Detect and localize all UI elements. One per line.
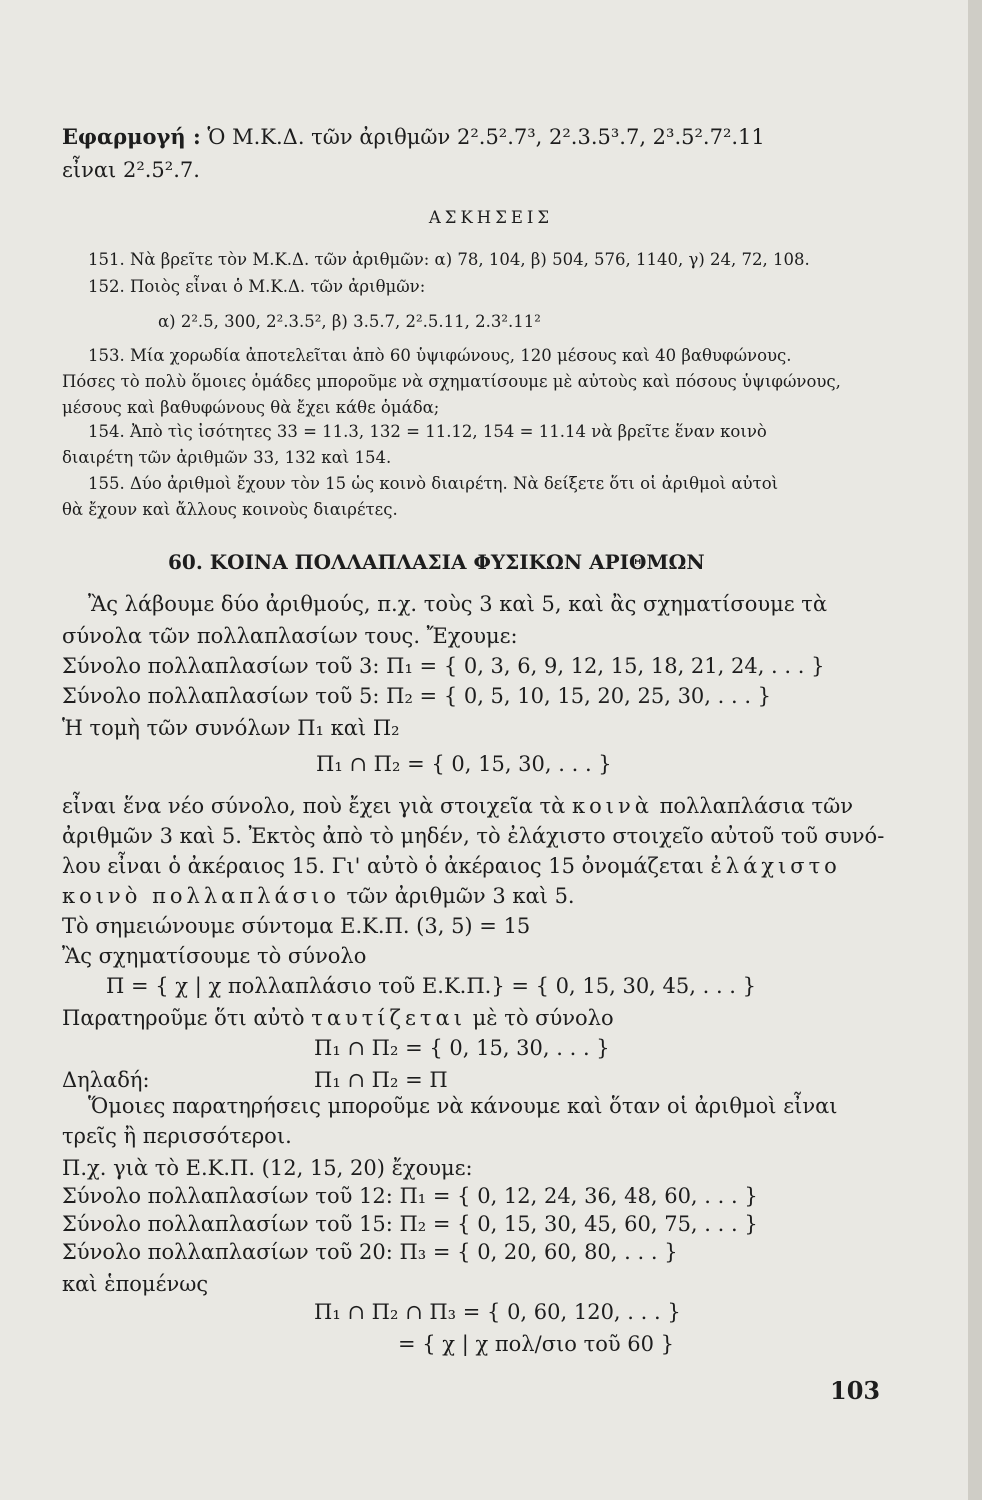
multiples-of-5: Σύνολο πολλαπλασίων τοῦ 5: Π₂ = { 0, 5, 10, 15, 20, 25, 30, . . . } [62, 684, 772, 708]
paragraph2-line2: ἀριθμῶν 3 καὶ 5. Ἐκτὸς ἀπὸ τὸ μηδέν, τὸ ἐλάχιστο στοιχεῖο αὐτοῦ τοῦ συνό- [62, 824, 885, 848]
paragraph2-text-c: πολλαπλάσια τῶν [652, 794, 854, 818]
exercise-155-line2: θὰ ἔχουν καὶ ἄλλους κοινοὺς διαιρέτες. [62, 500, 398, 519]
paragraph2-text-e: τῶν ἀριθμῶν 3 καὶ 5. [339, 884, 575, 908]
paragraph1-line2: σύνολα τῶν πολλαπλασίων τους. Ἔχουμε: [62, 624, 518, 648]
intersection-formula-2: Π₁ ∩ Π₂ = { 0, 15, 30, . . . } [314, 1036, 610, 1060]
section-title: 60. ΚΟΙΝΑ ΠΟΛΛΑΠΛΑΣΙΑ ΦΥΣΙΚΩΝ ΑΡΙΘΜΩΝ [168, 550, 705, 574]
paragraph3-line2: τρεῖς ἢ περισσότεροι. [62, 1124, 292, 1148]
application-line [62, 124, 765, 149]
coincides-term: ταυτίζεται [311, 1006, 466, 1030]
application-result: εἶναι 2².5².7. [62, 158, 200, 182]
exercises-heading: ΑΣΚΗΣΕΙΣ [428, 208, 554, 227]
set-P-formula: Π = { χ | χ πολλαπλάσιο τοῦ Ε.Κ.Π.} = { 0, 15, 30, 45, . . . } [106, 974, 757, 998]
observe-line [62, 1006, 614, 1030]
paragraph2-line1 [62, 794, 853, 818]
exercise-153-line1: 153. Μία χορωδία ἀποτελεῖται ἀπὸ 60 ὑψιφώνους, 120 μέσους καὶ 40 βαθυφώνους. [88, 346, 792, 365]
paragraph3-line1: Ὅμοιες παρατηρήσεις μποροῦμε νὰ κάνουμε καὶ ὅταν οἱ ἀριθμοὶ εἶναι [88, 1094, 838, 1118]
observe-text-a: Παρατηροῦμε ὅτι αὐτὸ [62, 1006, 312, 1030]
multiples-of-12: Σύνολο πολλαπλασίων τοῦ 12: Π₁ = { 0, 12, 24, 36, 48, 60, . . . } [62, 1184, 758, 1208]
observe-text-c: μὲ τὸ σύνολο [465, 1006, 614, 1030]
exercise-153-line2: Πόσες τὸ πολὺ ὅμοιες ὁμάδες μποροῦμε νὰ σχηματίσουμε μὲ αὐτοὺς καὶ πόσους ὑψιφώνους, [62, 372, 841, 391]
final-set: = { χ | χ πολ/σιο τοῦ 60 } [398, 1332, 675, 1356]
page-number: 103 [830, 1376, 881, 1405]
form-set-intro: Ἂς σχηματίσουμε τὸ σύνολο [62, 944, 367, 968]
paragraph2-line4 [62, 884, 575, 908]
paragraph2-text-d: λου εἶναι ὁ ἀκέραιος 15. Γι' αὐτὸ ὁ ἀκέραιος 15 ὀνομάζεται [62, 854, 711, 878]
exercise-152: 152. Ποιὸς εἶναι ὁ Μ.Κ.Δ. τῶν ἀριθμῶν: [88, 277, 426, 296]
exercise-154-line1: 154. Ἀπὸ τὶς ἰσότητες 33 = 11.3, 132 = 11.12, 154 = 11.14 νὰ βρεῖτε ἕναν κοινὸ [88, 422, 767, 441]
paragraph2-text-a: εἶναι ἕνα νέο σύνολο, ποὺ ἔχει γιὰ στοιχεῖα τὰ [62, 794, 572, 818]
multiples-of-3: Σύνολο πολλαπλασίων τοῦ 3: Π₁ = { 0, 3, 6, 9, 12, 15, 18, 21, 24, . . . } [62, 654, 825, 678]
lcm-notation: Τὸ σημειώνουμε σύντομα Ε.Κ.Π. (3, 5) = 15 [62, 914, 531, 938]
intersection-intro: Ἡ τομὴ τῶν συνόλων Π₁ καὶ Π₂ [62, 716, 400, 740]
least-term: ἐλάχιστο [710, 854, 841, 878]
multiples-of-15: Σύνολο πολλαπλασίων τοῦ 15: Π₂ = { 0, 15, 30, 45, 60, 75, . . . } [62, 1212, 758, 1236]
intersection-formula: Π₁ ∩ Π₂ = { 0, 15, 30, . . . } [316, 752, 612, 776]
common-term: κοινὰ [571, 794, 653, 818]
exercise-151: 151. Νὰ βρεῖτε τὸν Μ.Κ.Δ. τῶν ἀριθμῶν: α) 78, 104, β) 504, 576, 1140, γ) 24, 72, 108. [88, 250, 810, 269]
paragraph1-line1: Ἂς λάβουμε δύο ἀριθμούς, π.χ. τοὺς 3 καὶ 5, καὶ ἂς σχηματίσουμε τὰ [88, 592, 828, 616]
application-label: Εφαρμογή : [62, 124, 201, 149]
exercise-154-line2: διαιρέτη τῶν ἀριθμῶν 33, 132 καὶ 154. [62, 448, 392, 467]
common-multiple-term: κοινὸ πολλαπλάσιο [62, 884, 340, 908]
exercise-155-line1: 155. Δύο ἀριθμοὶ ἔχουν τὸν 15 ὡς κοινὸ διαιρέτη. Νὰ δείξετε ὅτι οἱ ἀριθμοὶ αὐτοὶ [88, 474, 779, 493]
example-intro: Π.χ. γιὰ τὸ Ε.Κ.Π. (12, 15, 20) ἔχουμε: [62, 1156, 473, 1180]
final-intersection: Π₁ ∩ Π₂ ∩ Π₃ = { 0, 60, 120, . . . } [314, 1300, 681, 1324]
that-is-label: Δηλαδή: [62, 1068, 150, 1092]
multiples-of-20: Σύνολο πολλαπλασίων τοῦ 20: Π₃ = { 0, 20, 60, 80, . . . } [62, 1240, 678, 1264]
that-is-equation: Π₁ ∩ Π₂ = Π [314, 1068, 448, 1092]
consequently-label: καὶ ἑπομένως [62, 1272, 209, 1296]
exercise-153-line3: μέσους καὶ βαθυφώνους θὰ ἔχει κάθε ὁμάδα; [62, 398, 440, 417]
application-text: Ὁ Μ.Κ.Δ. τῶν ἀριθμῶν 2².5².7³, 2².3.5³.7, 2³.5².7².11 [207, 125, 765, 149]
paragraph2-line3 [62, 854, 841, 878]
exercise-152-items: α) 2².5, 300, 2².3.5², β) 3.5.7, 2².5.11, 2.3².11² [158, 312, 541, 331]
